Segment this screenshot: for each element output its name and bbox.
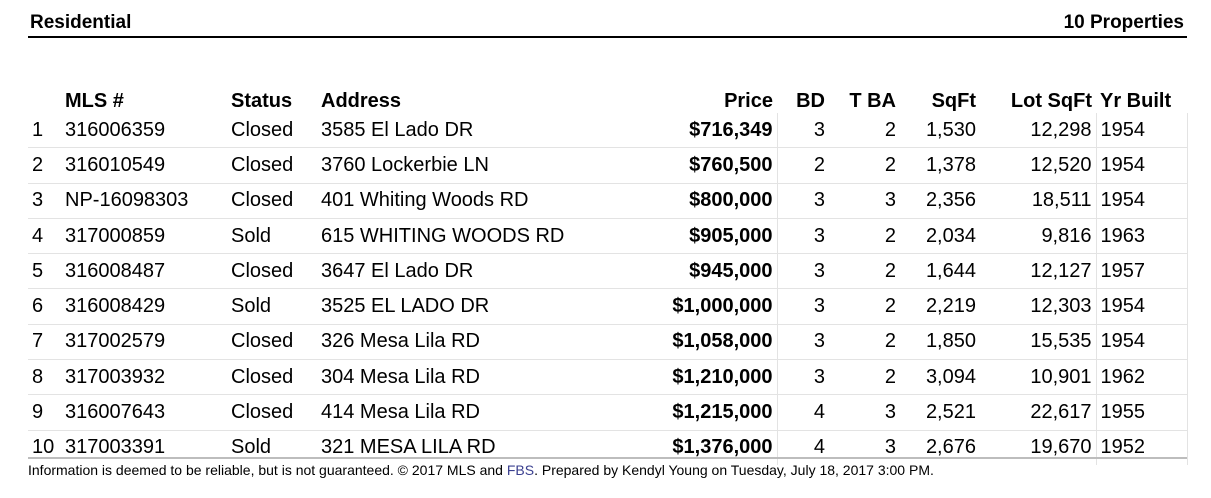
address-cell: 326 Mesa Lila RD xyxy=(317,324,634,359)
sqft-cell: 1,378 xyxy=(900,148,980,183)
year-built-cell: 1962 xyxy=(1096,360,1187,395)
baths-cell: 2 xyxy=(884,118,896,141)
table-header-row xyxy=(28,83,1187,113)
row-index: 8 xyxy=(28,360,61,395)
status-cell: Sold xyxy=(227,218,317,253)
mls-number: 317000859 xyxy=(61,218,227,253)
address-cell: 3585 El Lado DR xyxy=(321,118,474,141)
row-index: 5 xyxy=(28,254,61,289)
bedrooms-cell: 4 xyxy=(777,430,829,465)
sqft-cell: 1,850 xyxy=(900,324,980,359)
table-row xyxy=(28,113,1187,148)
sqft-cell: 3,094 xyxy=(900,360,980,395)
lot-sqft-cell: 12,298 xyxy=(980,113,1096,148)
year-built-cell: 1954 xyxy=(1096,324,1187,359)
sqft-cell: 2,034 xyxy=(900,218,980,253)
col-header-mls: MLS # xyxy=(65,90,124,112)
year-built-cell: 1954 xyxy=(1096,183,1187,218)
prepared-by-text: . Prepared by Kendyl Young on Tuesday, July 18, 2017 3:00 PM. xyxy=(534,462,934,478)
lot-sqft-cell: 10,901 xyxy=(980,360,1096,395)
mls-number: 317003391 xyxy=(61,430,227,465)
fbs-link[interactable]: FBS xyxy=(506,462,535,478)
table-row xyxy=(28,218,1187,253)
lot-sqft-cell: 18,511 xyxy=(980,183,1096,218)
lot-sqft-cell: 19,670 xyxy=(980,430,1096,465)
baths-cell: 3 xyxy=(829,430,900,465)
status-cell: Sold xyxy=(227,430,317,465)
col-header-bd: BD xyxy=(796,90,825,112)
address-cell: 3525 EL LADO DR xyxy=(317,289,634,324)
bedrooms-cell: 3 xyxy=(813,118,825,141)
mls-number: 317003932 xyxy=(61,360,227,395)
baths-cell: 3 xyxy=(829,183,900,218)
price-cell: $1,210,000 xyxy=(634,360,777,395)
sqft-cell: 1,530 xyxy=(925,118,976,141)
status-cell: Closed xyxy=(227,254,317,289)
baths-cell: 2 xyxy=(829,324,900,359)
sqft-cell: 2,219 xyxy=(900,289,980,324)
sqft-cell: 1,644 xyxy=(900,254,980,289)
address-cell: 615 WHITING WOODS RD xyxy=(317,218,634,253)
report-header xyxy=(28,8,1187,38)
baths-cell: 2 xyxy=(829,360,900,395)
sqft-cell: 2,676 xyxy=(900,430,980,465)
status-cell: Closed xyxy=(227,360,317,395)
year-built-cell: 1952 xyxy=(1096,430,1187,465)
address-cell: 3760 Lockerbie LN xyxy=(317,148,634,183)
table-row xyxy=(28,289,1187,324)
status-cell: Sold xyxy=(227,289,317,324)
mls-number: 316007643 xyxy=(61,395,227,430)
mls-number: 316006359 xyxy=(65,118,166,141)
table-row xyxy=(28,254,1187,289)
disclaimer-footer xyxy=(28,457,1187,478)
address-cell: 401 Whiting Woods RD xyxy=(317,183,634,218)
year-built-cell: 1963 xyxy=(1096,218,1187,253)
lot-sqft-cell: 12,520 xyxy=(980,148,1096,183)
baths-cell: 2 xyxy=(829,254,900,289)
status-cell: Closed xyxy=(231,118,294,141)
bedrooms-cell: 2 xyxy=(777,148,829,183)
row-index: 10 xyxy=(28,430,61,465)
status-cell: Closed xyxy=(227,183,317,218)
mls-number: 317002579 xyxy=(61,324,227,359)
year-built-cell: 1954 xyxy=(1096,289,1187,324)
bedrooms-cell: 4 xyxy=(777,395,829,430)
col-header-lot-sqft: Lot SqFt xyxy=(1010,90,1092,112)
year-built-cell: 1957 xyxy=(1096,254,1187,289)
row-index: 9 xyxy=(28,395,61,430)
price-cell: $1,000,000 xyxy=(634,289,777,324)
disclaimer-text: Information is deemed to be reliable, but is not guaranteed. © 2017 MLS and xyxy=(28,462,507,478)
properties-table xyxy=(28,83,1188,465)
lot-sqft-cell: 12,127 xyxy=(980,254,1096,289)
price-cell: $716,349 xyxy=(634,113,777,148)
mls-number: 316008429 xyxy=(61,289,227,324)
row-index: 6 xyxy=(28,289,61,324)
year-built-cell: 1955 xyxy=(1096,395,1187,430)
status-cell: Closed xyxy=(227,395,317,430)
col-header-tba: T BA xyxy=(849,90,896,112)
row-index: 1 xyxy=(32,118,44,141)
row-index: 4 xyxy=(28,218,61,253)
lot-sqft-cell: 22,617 xyxy=(980,395,1096,430)
bedrooms-cell: 3 xyxy=(777,183,829,218)
year-built-cell: 1954 xyxy=(1096,148,1187,183)
price-cell: $1,215,000 xyxy=(634,395,777,430)
price-cell: $1,376,000 xyxy=(634,430,777,465)
col-header-price: Price xyxy=(724,90,773,112)
address-cell: 3647 El Lado DR xyxy=(317,254,634,289)
lot-sqft-cell: 15,535 xyxy=(980,324,1096,359)
bedrooms-cell: 3 xyxy=(777,324,829,359)
status-cell: Closed xyxy=(227,324,317,359)
sqft-cell: 2,356 xyxy=(900,183,980,218)
lot-sqft-cell: 9,816 xyxy=(980,218,1096,253)
col-header-yr-built: Yr Built xyxy=(1100,90,1172,112)
address-cell: 321 MESA LILA RD xyxy=(317,430,634,465)
lot-sqft-cell: 12,303 xyxy=(980,289,1096,324)
price-cell: $945,000 xyxy=(634,254,777,289)
table-row xyxy=(28,183,1187,218)
table-row xyxy=(28,360,1187,395)
row-index: 3 xyxy=(28,183,61,218)
bedrooms-cell: 3 xyxy=(777,218,829,253)
table-row xyxy=(28,148,1187,183)
mls-number: 316008487 xyxy=(61,254,227,289)
sqft-cell: 2,521 xyxy=(900,395,980,430)
mls-number: NP-16098303 xyxy=(61,183,227,218)
report-title: Residential xyxy=(30,12,132,33)
col-header-sqft: SqFt xyxy=(931,90,976,112)
price-cell: $1,058,000 xyxy=(634,324,777,359)
col-header-address: Address xyxy=(321,90,402,112)
col-header-index xyxy=(28,83,61,113)
table-row xyxy=(28,395,1187,430)
address-cell: 304 Mesa Lila RD xyxy=(317,360,634,395)
address-cell: 414 Mesa Lila RD xyxy=(317,395,634,430)
baths-cell: 3 xyxy=(829,395,900,430)
baths-cell: 2 xyxy=(829,289,900,324)
price-cell: $800,000 xyxy=(634,183,777,218)
col-header-status: Status xyxy=(231,90,293,112)
property-count: 10 Properties xyxy=(1063,12,1184,33)
bedrooms-cell: 3 xyxy=(777,254,829,289)
price-cell: $760,500 xyxy=(634,148,777,183)
year-built-cell: 1954 xyxy=(1096,113,1187,148)
price-cell: $905,000 xyxy=(634,218,777,253)
row-index: 7 xyxy=(28,324,61,359)
baths-cell: 2 xyxy=(829,148,900,183)
bedrooms-cell: 3 xyxy=(777,360,829,395)
mls-number: 316010549 xyxy=(61,148,227,183)
table-row xyxy=(28,324,1187,359)
baths-cell: 2 xyxy=(829,218,900,253)
row-index: 2 xyxy=(28,148,61,183)
bedrooms-cell: 3 xyxy=(777,289,829,324)
status-cell: Closed xyxy=(227,148,317,183)
